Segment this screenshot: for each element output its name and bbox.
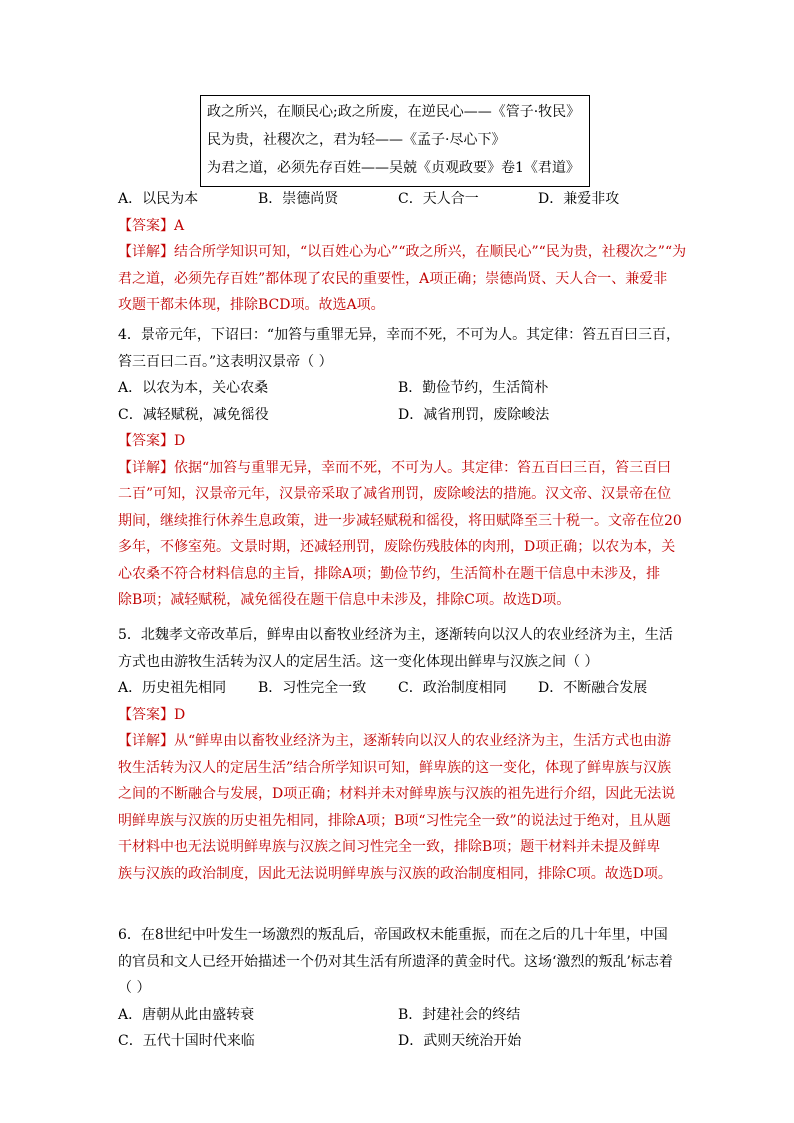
answer-value: D <box>174 706 186 723</box>
answer-line <box>118 428 678 455</box>
detail-line <box>118 728 678 755</box>
detail-tag: 【详解】 <box>118 459 174 476</box>
option-c: C．政治制度相同 <box>398 680 507 696</box>
detail-block <box>118 728 678 887</box>
answer-value: A <box>174 217 185 234</box>
question-stem-line: 4．景帝元年，下诏曰：“加笞与重罪无异，幸而不死，不可为人。其定律：笞五百曰三百， <box>118 327 681 343</box>
detail-line: 多年，不修室苑。文景时期，还减轻刑罚，废除伤残肢体的肉刑，D项正确；以农为本，关 <box>118 539 676 555</box>
detail-tag: 【详解】 <box>118 733 174 749</box>
detail-line: 攻题干都未体现，排除BCD项。故选A项。 <box>118 297 385 313</box>
question-stem-line: 的官员和文人已经开始描述一个仍对其生活有所遗泽的黄金时代。这场‘激烈的叛乱’标志着 <box>118 953 673 970</box>
answer-tag: 【答案】 <box>118 706 174 723</box>
detail-line: 二百”可知，汉景帝元年，汉景帝采取了减省刑罚，废除峻法的措施。汉文帝、汉景帝在位 <box>118 486 672 502</box>
detail-line: 干材料中也无法说明鲜卑族与汉族之间习性完全一致，排除B项；题干材料并未提及鲜卑 <box>118 839 661 855</box>
answer-tag: 【答案】 <box>118 433 174 449</box>
option-a: A．以农为本，关心农桑 <box>118 380 269 396</box>
options-row <box>118 1028 678 1055</box>
option-a: A．唐朝从此由盛转衰 <box>118 1006 255 1023</box>
answer-value: D <box>174 433 186 449</box>
detail-line: 牧生活转为汉人的定居生活”结合所学知识可知，鲜卑族的这一变化，体现了鲜卑族与汉族 <box>118 759 672 776</box>
detail-block <box>118 239 687 319</box>
detail-tag: 【详解】 <box>118 244 174 260</box>
detail-text: 依据“加笞与重罪无异，幸而不死，不可为人。其定律：笞五百曰三百，笞三百曰 <box>174 459 672 476</box>
option-b: B．封建社会的终结 <box>398 1006 521 1023</box>
question-4 <box>118 322 682 614</box>
question-5 <box>118 622 678 887</box>
answer-line <box>118 213 678 240</box>
detail-text: 从“鲜卑由以畜牧业经济为主，逐渐转向以汉人的农业经济为主，生活方式也由游 <box>174 733 672 749</box>
option-a: A．以民为本 <box>118 191 199 207</box>
detail-line <box>118 455 678 482</box>
detail-line: 心农桑不符合材料信息的主旨，排除A项；勤俭节约，生活简朴在题干信息中未涉及，排 <box>118 565 661 582</box>
option-b: B．习性完全一致 <box>258 680 367 696</box>
options-row <box>118 402 678 429</box>
detail-line: 期间，继续推行休养生息政策，进一步减轻赋税和徭役，将田赋降至三十税一。文帝在位20 <box>118 512 682 529</box>
option-b: B．勤俭节约，生活简朴 <box>398 380 549 396</box>
option-d: D．减省刑罚，废除峻法 <box>398 406 550 423</box>
detail-line: 明鲜卑族与汉族的历史祖先相同，排除A项；B项“习性完全一致”的说法过于绝对，且从题 <box>118 812 671 829</box>
detail-line: 君之道，必须先存百姓”都体现了农民的重要性，A项正确；崇德尚贤、天人合一、兼爱非 <box>118 270 668 287</box>
option-d: D．兼爱非攻 <box>538 191 620 207</box>
question-stem-line: （ ） <box>118 980 151 996</box>
answer-tag: 【答案】 <box>118 217 174 234</box>
question-3-remainder <box>118 186 687 319</box>
option-d: D．不断融合发展 <box>538 680 648 696</box>
question-stem-line: 笞三百曰二百。”这表明汉景帝（ ） <box>118 353 333 370</box>
question-stem-line: 6．在8世纪中叶发生一场激烈的叛乱后，帝国政权未能重振，而在之后的几十年里，中国 <box>118 927 668 943</box>
quote-box <box>200 95 590 187</box>
option-b: B．崇德尚贤 <box>258 191 339 207</box>
detail-line <box>118 239 687 266</box>
quote-line: 政之所兴，在顺民心;政之所废，在逆民心——《管子·牧民》 <box>207 104 581 120</box>
detail-line: 除B项；减轻赋税，减免徭役在题干信息中未涉及，排除C项。故选D项。 <box>118 592 571 608</box>
option-c: C．减轻赋税，减免徭役 <box>118 406 269 423</box>
options-row <box>118 1002 678 1029</box>
detail-text: 结合所学知识可知，“以百姓心为心”“政之所兴，在顺民心”“民为贵，社稷次之”“为 <box>174 244 687 260</box>
option-d: D．武则天统治开始 <box>398 1033 522 1049</box>
option-a: A．历史祖先相同 <box>118 680 227 696</box>
option-c: C．五代十国时代来临 <box>118 1033 255 1049</box>
options-row <box>118 375 678 402</box>
question-stem-line: 5．北魏孝文帝改革后，鲜卑由以畜牧业经济为主，逐渐转向以汉人的农业经济为主，生活 <box>118 627 673 643</box>
quote-line: 为君之道，必须先存百姓——吴兢《贞观政要》卷1《君道》 <box>207 160 580 176</box>
question-stem-line: 方式也由游牧生活转为汉人的定居生活。这一变化体现出鲜卑与汉族之间（ ） <box>118 653 599 670</box>
question-6 <box>118 922 678 1055</box>
options-row <box>118 675 678 702</box>
detail-line: 族与汉族的政治制度，因此无法说明鲜卑族与汉族的政治制度相同，排除C项。故选D项。 <box>118 865 672 882</box>
detail-block <box>118 455 682 614</box>
quote-line: 民为贵，社稷次之，君为轻——《孟子·尽心下》 <box>207 132 506 148</box>
option-c: C．天人合一 <box>398 191 479 207</box>
detail-line: 之间的不断融合与发展，D项正确；材料并未对鲜卑族与汉族的祖先进行介绍，因此无法说 <box>118 786 676 802</box>
answer-line <box>118 702 678 729</box>
options-row <box>118 186 678 213</box>
